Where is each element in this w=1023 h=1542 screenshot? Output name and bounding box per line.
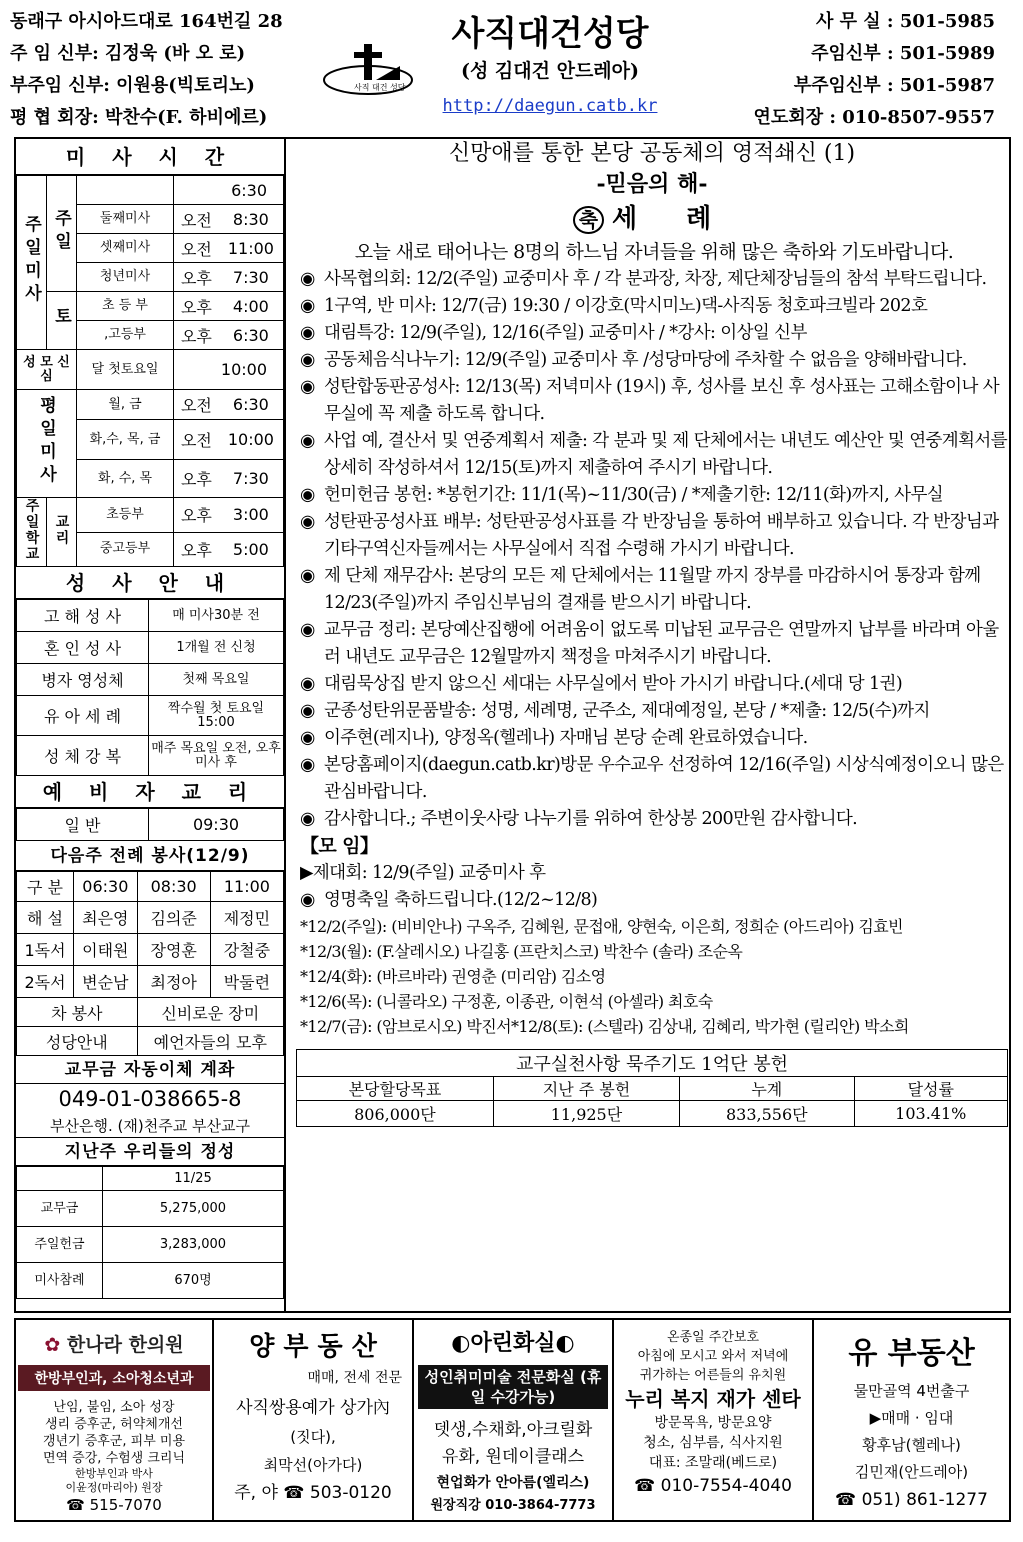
- notice-item: ◉ 본당홈페이지(daegun.catb.kr)방문 우수교우 선정하여 12/16(주일) 시상식예정이오니 많은 관심바랍니다.: [296, 752, 1008, 806]
- mass-name: 둘째미사: [77, 205, 174, 234]
- church-title: 사직대건성당: [451, 14, 649, 54]
- feast-list: [296, 914, 1008, 1039]
- catechumen-title: 예 비 자 교 리: [16, 776, 284, 808]
- feast-title: ◉ 영명축일 축하드립니다.(12/2~12/8): [296, 887, 1008, 914]
- sunday-mass-label: 주일미사: [21, 214, 41, 307]
- account-number: 049-01-038665-8: [58, 1087, 242, 1111]
- council-chair: 평 협 회장: 박찬수(F. 하비에르): [10, 107, 268, 128]
- sacrament-name: 고 해 성 사: [17, 600, 149, 632]
- sacrament-info: 매주 목요일 오전, 오후 미사 후: [149, 736, 284, 776]
- mass-time: 6:30: [174, 176, 284, 205]
- service-title: 다음주 전례 봉사(12/9): [16, 841, 284, 871]
- notice-item: ◉ 감사합니다.; 주변이웃사랑 나누기를 위하여 한상봉 200만원 감사합니다.: [296, 806, 1008, 833]
- mass-time: 7:30: [219, 460, 284, 498]
- office-phone: 사 무 실 : 501-5985: [815, 11, 995, 32]
- mass-name: ,고등부: [77, 321, 174, 350]
- mass-time: 3:00: [219, 498, 284, 533]
- ad-care-line: 방문목욕, 방문요양: [654, 1415, 772, 1431]
- ad-clinic-band: 한방부인과, 소아청소년과: [18, 1365, 210, 1391]
- sacrament-info: 짝수월 첫 토요일 15:00: [149, 696, 284, 736]
- offering-value: 670명: [103, 1263, 284, 1299]
- offering-title: 지난주 우리들의 정성: [16, 1138, 284, 1166]
- notice-item: ◉ 성탄판공성사표 배부: 성탄판공성사표를 각 반장님을 통하여 배부하고 있습니다. 각 반장님과 기타구역신자들께서는 사무실에서 직접 수령해 가시기 바랍니다.: [296, 509, 1008, 563]
- tea-label: 차 봉사: [17, 998, 138, 1027]
- ad-clinic-line: 생리 증후군, 허약체개선: [45, 1417, 183, 1432]
- ad-care-top: 귀가하는 어른들의 유치원: [639, 1368, 787, 1383]
- service-table: [16, 871, 284, 1056]
- pastor-phone: 주임신부 : 501-5989: [811, 43, 995, 64]
- mass-ampm: 오전: [174, 390, 219, 420]
- mass-day: 화,수, 목, 금: [77, 420, 174, 460]
- catechumen-time: 09:30: [149, 809, 284, 841]
- ad-art-line: 유화, 원데이클래스: [441, 1447, 585, 1467]
- ad-yu-line: 황후남(헬레나): [862, 1436, 961, 1454]
- feast-line: *12/6(목): (니콜라오) 구정훈, 이종관, 이현석 (아셀라) 최호숙: [300, 992, 713, 1011]
- account-bank: 부산은행. (재)천주교 부산교구: [16, 1114, 284, 1138]
- ad-art-line: 원장직강 010-3864-7773: [430, 1498, 596, 1513]
- ad-clinic-line: 갱년기 증후군, 피부 미용: [42, 1434, 186, 1449]
- notice-item: ◉ 1구역, 반 미사: 12/7(금) 19:30 / 이강호(막시미노)댁-사직동 청호파크빌라 202호: [296, 293, 1008, 320]
- website-link[interactable]: http://daegun.catb.kr: [442, 96, 658, 116]
- service-role: 2독서: [17, 966, 74, 998]
- ad-clinic-name: [16, 1330, 212, 1357]
- notice-item: ◉ 제 단체 재무감사: 본당의 모든 제 단체에서는 11월말 까지 장부를 마감하시어 통장과 함께 12/23(주일)까지 주임신부님의 결재를 받으시기 바랍니다.: [296, 563, 1008, 617]
- rosary-header: 본당할당목표: [297, 1077, 494, 1101]
- mass-day: 화, 수, 목: [77, 460, 174, 498]
- mass-title: 미 사 시 간: [16, 139, 284, 175]
- notice-item: ◉ 성탄합동판공성사: 12/13(목) 저녁미사 (19시) 후, 성사를 보신 후 성사표는 고해소함이나 사무실에 꼭 제출 하도록 합니다.: [296, 374, 1008, 428]
- ad-yang-line: 최막선(아가다): [263, 1456, 363, 1474]
- ad-art-name: ◐아린화실◐: [451, 1331, 575, 1356]
- sacrament-table: [16, 599, 284, 776]
- ad-clinic-phone: ☎ 515-7070: [66, 1496, 162, 1514]
- service-person: 최은영: [74, 902, 138, 934]
- meeting-title: 【모 임】: [300, 835, 379, 857]
- ad-clinic: [16, 1320, 214, 1520]
- mother-time: 10:00: [174, 350, 284, 390]
- header-right: [754, 6, 995, 134]
- meeting-item: ▶제대회: 12/9(주일) 교중미사 후: [300, 863, 546, 883]
- service-role: 1독서: [17, 934, 74, 966]
- ad-care-line: 청소, 심부름, 식사지원: [643, 1435, 783, 1451]
- ad-clinic-line: 면역 증강, 수험생 크리닉: [42, 1451, 186, 1466]
- sacrament-info: 매 미사30분 전: [149, 600, 284, 632]
- ad-care-center: [614, 1320, 814, 1520]
- notice-item: ◉ 대림묵상집 받지 않으신 세대는 사무실에서 받아 가시기 바랍니다.(세대 당 1권): [296, 671, 1008, 698]
- ad-care-top: 아침에 모시고 와서 저녁에: [637, 1349, 789, 1364]
- service-person: 강철중: [210, 934, 283, 966]
- assistant-pastor: 부주임 신부: 이원용(빅토리노): [10, 75, 255, 96]
- mass-time: 5:00: [219, 532, 284, 567]
- ad-yang-name: 양 부 동 산: [249, 1332, 377, 1362]
- rosary-value: 833,556단: [680, 1101, 854, 1127]
- ad-art-band: 성인취미미술 전문화실 (휴일 수강가능): [418, 1365, 608, 1409]
- flower-icon: ✿: [44, 1334, 61, 1356]
- guide-label: 성당안내: [17, 1027, 138, 1056]
- mother-day: 달 첫토요일: [77, 350, 174, 390]
- school-grade: 초등부: [77, 498, 174, 533]
- ad-clinic-line: 난임, 불임, 소아 성장: [53, 1400, 175, 1415]
- address: 동래구 아시아드대로 164번길 28: [10, 11, 283, 32]
- baptism-heading: [296, 199, 1008, 239]
- rosary-header: 지난 주 봉헌: [493, 1077, 679, 1101]
- catechumen-table: [16, 808, 284, 841]
- mass-ampm: 오후: [174, 498, 219, 533]
- ad-yu-name: 유 부동산: [848, 1336, 975, 1371]
- mass-table: [16, 175, 284, 567]
- notice-item: ◉ 사업 예, 결산서 및 연중계획서 제출: 각 분과 및 제 단체에서는 내년도 예산안 및 연중계획서를 상세히 작성하셔서 12/15(토)까지 제출하여 주시기 바랍니다.: [296, 428, 1008, 482]
- logo-text: 사직 대건 성당: [354, 83, 406, 92]
- header-left: [10, 6, 310, 134]
- service-role: 해 설: [17, 902, 74, 934]
- notice-list: [296, 266, 1008, 833]
- service-person: 박둘련: [210, 966, 283, 998]
- baptism-text: 오늘 새로 태어나는 8명의 하느님 자녀들을 위해 많은 축하와 기도바랍니다.: [354, 241, 954, 263]
- account-title: 교무금 자동이체 계좌: [16, 1056, 284, 1084]
- offering-value: 3,283,000: [103, 1227, 284, 1263]
- rosary-title: 교구실천사항 묵주기도 1억단 봉헌: [297, 1050, 1008, 1077]
- ad-art-line: 현업화가 안아름(엘리스): [436, 1475, 590, 1491]
- service-header: 구 분: [17, 872, 74, 902]
- mass-name: [77, 176, 174, 205]
- guide-group: 예언자들의 모후: [137, 1027, 283, 1056]
- notice-item: ◉ 대림특강: 12/9(주일), 12/16(주일) 교중미사 / *강사: 이상일 신부: [296, 320, 1008, 347]
- sacrament-name: 성 체 강 복: [17, 736, 149, 776]
- rosary-table: [296, 1049, 1008, 1127]
- mass-ampm: 오전: [174, 205, 219, 234]
- ad-yu-phone: ☎ 051) 861-1277: [835, 1490, 988, 1510]
- mass-ampm: 오후: [174, 292, 219, 321]
- ad-care-name: 누리 복지 재가 센타: [625, 1387, 801, 1411]
- service-header: 11:00: [210, 872, 283, 902]
- feast-line: *12/7(금): (암브로시오) 박진서*12/8(토): (스텔라) 김상내, 김혜리, 박가현 (릴리안) 박소희: [300, 1017, 909, 1036]
- subheadline: -믿음의 해-: [596, 171, 708, 197]
- mass-ampm: 오후: [174, 532, 219, 567]
- offering-label: 주일헌금: [17, 1227, 103, 1263]
- sacrament-name: 혼 인 성 사: [17, 632, 149, 664]
- ad-yu-line: 물만골역 4번출구: [853, 1382, 970, 1400]
- mass-time: 11:00: [219, 234, 284, 263]
- ad-clinic-line: 이윤정(마리아) 원장: [65, 1481, 163, 1494]
- mass-day: 월, 금: [77, 390, 174, 420]
- rosary-value: 806,000단: [297, 1101, 494, 1127]
- school-grade: 중고등부: [77, 532, 174, 567]
- mass-time: 10:00: [219, 420, 284, 460]
- sacrament-name: 병자 영성체: [17, 664, 149, 696]
- ad-art-studio: [414, 1320, 614, 1520]
- offering-table: [16, 1166, 284, 1299]
- service-header: 08:30: [137, 872, 210, 902]
- prayer-chair-phone: 연도회장 : 010-8507-9557: [753, 107, 995, 128]
- headline: 신망애를 통한 본당 공동체의 영적쇄신 (1): [448, 141, 856, 166]
- main-column: [296, 139, 1008, 1127]
- ad-clinic-line: 한방부인과 박사: [75, 1467, 153, 1480]
- sacrament-info: 첫째 목요일: [149, 664, 284, 696]
- ad-clinic-title: 한나라 한의원: [66, 1334, 184, 1356]
- notice-item: ◉ 사목협의회: 12/2(주일) 교중미사 후 / 각 분과장, 차장, 제단체장님들의 참석 부탁드립니다.: [296, 266, 1008, 293]
- rosary-value: 103.41%: [854, 1101, 1007, 1127]
- mass-ampm: 오후: [174, 263, 219, 292]
- feast-line: *12/4(화): (바르바라) 권영춘 (미리암) 김소영: [300, 967, 606, 986]
- mother-label: 성 모 신 심: [17, 350, 77, 390]
- church-subtitle: (성 김대건 안드레아): [460, 60, 640, 82]
- offering-date: 11/25: [103, 1167, 284, 1191]
- catechism-label: 교리: [53, 514, 70, 546]
- mass-time: 8:30: [219, 205, 284, 234]
- notice-item: ◉ 군종성탄위문품발송: 성명, 세례명, 군주소, 제대예정일, 본당 / *제출: 12/5(수)까지: [296, 698, 1008, 725]
- rosary-header: 달성률: [854, 1077, 1007, 1101]
- mass-ampm: 오후: [174, 460, 219, 498]
- service-person: 변순남: [74, 966, 138, 998]
- feast-line: *12/3(월): (F.살레시오) 나길홍 (프란치스코) 박찬수 (솔라) 조순옥: [300, 942, 743, 961]
- assistant-phone: 부주임신부 : 501-5987: [793, 75, 995, 96]
- pastor: 주 임 신부: 김정욱 (바 오 로): [10, 43, 246, 64]
- ad-care-top: 온종일 주간보호: [666, 1330, 760, 1345]
- mass-time: 4:00: [219, 292, 284, 321]
- mass-ampm: 오후: [174, 321, 219, 350]
- ad-yang-line: (짓다),: [290, 1428, 336, 1446]
- notice-item: ◉ 헌미헌금 봉헌: *봉헌기간: 11/1(목)~11/30(금) / *제출기한: 12/11(화)까지, 사무실: [296, 482, 1008, 509]
- school-label: 주일학교: [23, 498, 40, 562]
- sacrament-info: 1개월 전 신청: [149, 632, 284, 664]
- service-person: 장영훈: [137, 934, 210, 966]
- ad-realestate-yu: [814, 1320, 1009, 1520]
- saturday-label: 토: [51, 307, 71, 330]
- sacrament-name: 유 아 세 례: [17, 696, 149, 736]
- mass-time: 7:30: [219, 263, 284, 292]
- rosary-header: 누계: [680, 1077, 854, 1101]
- ad-realestate-yang: [214, 1320, 414, 1520]
- offering-label: 미사참례: [17, 1263, 103, 1299]
- ad-art-line: 뎃생,수채화,아크릴화: [433, 1420, 593, 1440]
- ad-care-line: 대표: 조말래(베드로): [648, 1455, 778, 1471]
- mass-time: 6:30: [219, 321, 284, 350]
- offering-value: 5,275,000: [103, 1191, 284, 1227]
- sunday-label: 주일: [51, 208, 71, 255]
- mass-ampm: 오전: [174, 234, 219, 263]
- ad-yang-phone: ☎ 503-0120: [283, 1483, 392, 1503]
- notice-item: ◉ 이주현(레지나), 양정옥(헬레나) 자매님 본당 순례 완료하였습니다.: [296, 725, 1008, 752]
- service-person: 제정민: [210, 902, 283, 934]
- offering-label: 교무금: [17, 1191, 103, 1227]
- tea-group: 신비로운 장미: [137, 998, 283, 1027]
- service-person: 김의준: [137, 902, 210, 934]
- rosary-value: 11,925단: [493, 1101, 679, 1127]
- service-person: 이태원: [74, 934, 138, 966]
- feast-line: *12/2(주일): (비비안나) 구옥주, 김혜원, 문접애, 양현숙, 이은희, 정희순 (아드리아) 김효빈: [300, 917, 903, 936]
- mass-time: 6:30: [219, 390, 284, 420]
- weekday-label: 평일미사: [36, 395, 56, 488]
- ad-yang-hours: 주, 야: [234, 1483, 278, 1503]
- ad-yu-line: 김민재(안드레아): [854, 1463, 969, 1481]
- ad-yu-line: ▶매매 · 임대: [869, 1409, 954, 1427]
- ad-care-phone: ☎ 010-7554-4040: [634, 1476, 792, 1496]
- baptism-title: 세 례: [612, 204, 732, 234]
- left-column: [16, 139, 286, 1311]
- sacrament-title: 성 사 안 내: [16, 567, 284, 599]
- ad-yang-line: 사직쌍용예가 상가內: [236, 1398, 390, 1418]
- baptism-icon: 축: [573, 206, 604, 234]
- notice-item: ◉ 교무금 정리: 본당예산집행에 어려움이 없도록 미납된 교무금은 연말까지 납부를 바라며 아울러 내년도 교무금은 12월말까지 책정을 마쳐주시기 바랍니다.: [296, 617, 1008, 671]
- ad-yang-line: 매매, 전세 전문: [307, 1370, 402, 1386]
- catechumen-label: 일 반: [17, 809, 149, 841]
- mass-name: 청년미사: [77, 263, 174, 292]
- service-header: 06:30: [74, 872, 138, 902]
- notice-item: ◉ 공동체음식나누기: 12/9(주일) 교중미사 후 /성당마당에 주차할 수 없음을 양해바랍니다.: [296, 347, 1008, 374]
- mass-name: 초 등 부: [77, 292, 174, 321]
- mass-name: 셋째미사: [77, 234, 174, 263]
- service-person: 최정아: [137, 966, 210, 998]
- mass-ampm: 오전: [174, 420, 219, 460]
- ads-strip: [14, 1318, 1011, 1522]
